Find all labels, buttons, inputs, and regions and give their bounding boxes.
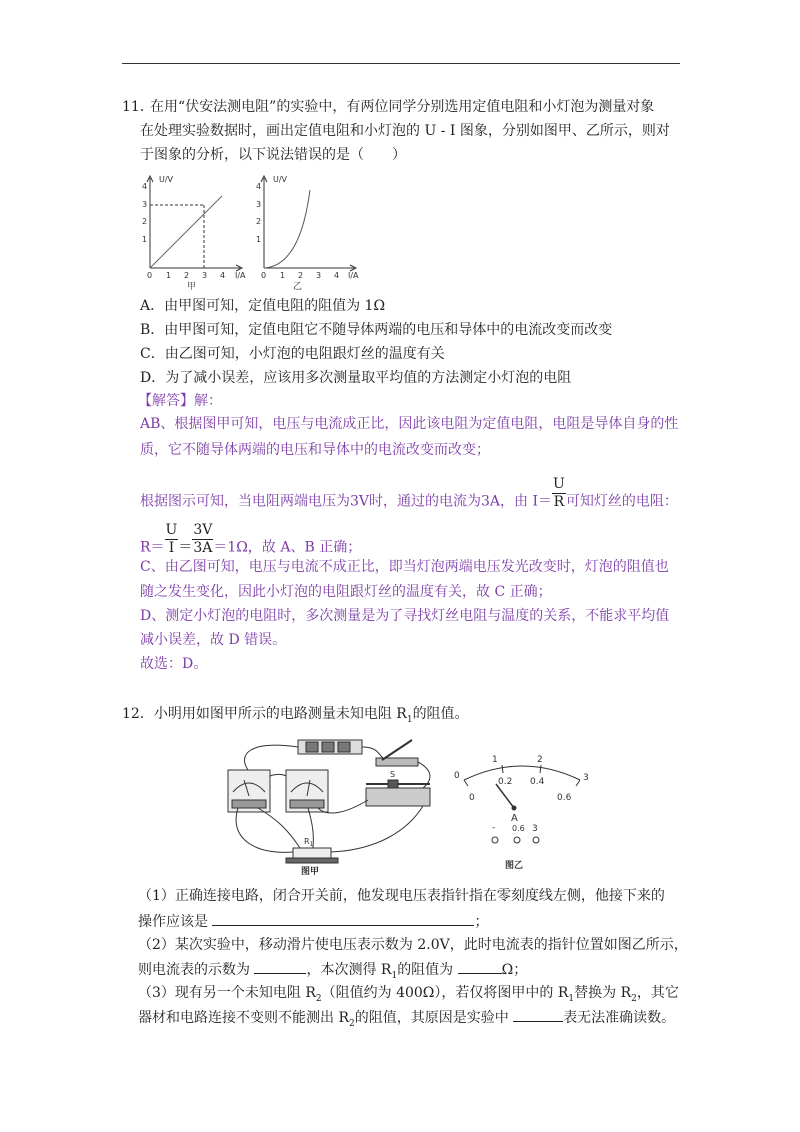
q12-part-1-end: ； <box>474 914 489 930</box>
wire <box>258 808 300 848</box>
dial-unit: A <box>511 813 518 824</box>
q11-option-c: C．由乙图可知，小灯泡的电阻跟灯丝的温度有关 <box>140 346 445 362</box>
answer-line-2: 质，它不随导体两端的电压和导体中的电流改变而改变； <box>140 442 490 458</box>
q12-part-3-text6: 的阻值，其原因是实验中 <box>354 1010 509 1026</box>
resistor-base <box>286 858 338 863</box>
outer-scale-label: 0 <box>454 771 460 781</box>
wire <box>362 747 383 758</box>
formula-3v-over-3a <box>192 522 213 557</box>
q11-number: 11． <box>122 99 154 115</box>
q12-part-3-text3: 替换为 R <box>574 985 632 1001</box>
circuit-figure-jia <box>218 730 448 875</box>
fig-jia-caption: 图甲 <box>301 867 320 875</box>
q12-part-1-prompt: 操作应该是 <box>138 914 208 930</box>
graph-jia-line <box>150 196 222 268</box>
terminal-label: 3 <box>532 824 538 834</box>
graph-yi-ytick: 2 <box>256 217 262 226</box>
q12-stem-sub: 1 <box>406 714 413 725</box>
graph-yi-ylabel: U/V <box>273 175 288 184</box>
graph-jia-xtick: 4 <box>220 271 226 280</box>
battery-cell-icon <box>338 742 350 752</box>
graph-yi-caption: 乙 <box>293 282 303 290</box>
ammeter-dial-figure-yi <box>450 748 610 873</box>
battery-cell-icon <box>306 742 318 752</box>
q12-part-3-sub2: 1 <box>568 993 575 1004</box>
answer-blank-resistance[interactable] <box>458 959 502 974</box>
graph-yi-xtick: 2 <box>298 271 304 280</box>
q12-part-2-mid: ，本次测得 R <box>306 962 392 978</box>
graph-jia-xtick: 1 <box>166 271 172 280</box>
q12-part-3-text5: 器材和电路连接不变则不能测出 R <box>138 1010 349 1026</box>
graph-yi-xtick: 1 <box>280 271 286 280</box>
graph-jia-ytick: 3 <box>142 200 148 209</box>
q12-part-1-line-1: （1）正确连接电路，闭合开关前，他发现电压表指针指在零刻度线左侧，他接下来的 <box>138 888 665 904</box>
q12-stem-text: 小明用如图甲所示的电路测量未知电阻 R <box>153 706 407 722</box>
header-rule <box>122 63 680 64</box>
terminal-icon <box>514 837 520 843</box>
outer-scale-label: 1 <box>492 755 498 765</box>
inner-scale-label: 0 <box>469 793 475 803</box>
graph-yi-xtick: 3 <box>316 271 322 280</box>
inner-scale-label: 0.4 <box>530 777 545 787</box>
q12-part-2-prompt2: 的阻值为 <box>397 962 454 978</box>
fig-yi-caption: 图乙 <box>505 861 524 871</box>
answer-line-4-head: R＝ <box>140 539 165 556</box>
q12-part-3-text2: （阻值约为 400Ω），若仅将图甲中的 R <box>321 985 569 1001</box>
outer-scale-label: 3 <box>583 773 589 783</box>
q11-stem-line-3: 于图象的分析，以下说法错误的是（ ） <box>140 147 406 163</box>
q11-option-d: D．为了减小误差，应该用多次测量取平均值的方法测定小灯泡的电阻 <box>140 370 572 386</box>
q12-part-3-text4: ，其它 <box>636 985 679 1001</box>
graph-jia-ytick: 2 <box>142 217 148 226</box>
frac-denominator: R <box>553 494 565 510</box>
q12-part-3-sub: 2 <box>315 993 322 1004</box>
formula-u-over-i <box>165 522 179 557</box>
resistor-r1-icon <box>293 848 331 858</box>
q12-stem <box>122 704 469 730</box>
graph-yi-ytick: 1 <box>256 235 262 244</box>
dial-major-ticks <box>464 765 580 786</box>
resistor-letter: R <box>304 837 310 846</box>
graph-yi-xtick: 0 <box>261 271 267 280</box>
frac-numerator: U <box>165 522 178 538</box>
answer-line-9: 故选：D。 <box>140 656 208 672</box>
q12-stem-tail: 的阻值。 <box>412 706 469 722</box>
q12-part-3-text: （3）现有另一个未知电阻 R <box>138 985 316 1001</box>
switch-lever-icon <box>382 740 412 760</box>
q12-part-3-sub4: 2 <box>349 1018 355 1029</box>
answer-line-1: AB、根据图甲可知，电压与电流成正比，因此该电阻为定值电阻，电阻是导体自身的性 <box>140 416 679 432</box>
terminal-label: 0.6 <box>512 824 525 833</box>
dial-pivot <box>512 806 516 810</box>
outer-scale-label: 2 <box>537 755 543 765</box>
terminal-label: - <box>492 823 496 833</box>
inner-scale-label: 0.2 <box>498 777 513 787</box>
q12-part-1-line-2 <box>138 911 488 932</box>
answer-line-7: D、测定小灯泡的电阻时，多次测量是为了寻找灯丝电阻与温度的关系，不能求平均值 <box>140 608 670 624</box>
graph-jia-caption: 甲 <box>187 282 197 290</box>
answer-blank-meter[interactable] <box>513 1007 563 1022</box>
q12-part-2-line-1: （2）某次实验中，移动滑片使电压表示数为 2.0V，此时电流表的指针位置如图乙所示， <box>138 937 688 953</box>
battery-cell-icon <box>322 742 334 752</box>
wire <box>270 775 286 777</box>
q12-part-3-end: 表无法准确读数。 <box>563 1010 676 1026</box>
q11-stem-line-2: 在处理实验数据时，画出定值电阻和小灯泡的 U - I 图象，分别如图甲、乙所示，则对 <box>140 123 670 139</box>
graph-yi-ytick: 4 <box>256 182 262 191</box>
graph-yi-xtick: 4 <box>334 271 340 280</box>
answer-line-4-tail: ＝1Ω，故 A、B 正确； <box>213 539 362 556</box>
q11-option-b: B．由甲图可知，定值电阻它不随导体两端的电压和导体中的电流改变而改变 <box>140 322 613 338</box>
answer-blank-1[interactable] <box>212 911 474 926</box>
q12-part-3-sub3: 2 <box>631 993 637 1004</box>
frac-numerator: U <box>553 476 565 492</box>
q12-part-2-line-2 <box>138 959 527 986</box>
rheostat-icon <box>366 788 430 806</box>
q12-part-3-line-1 <box>138 983 679 1009</box>
graph-jia-xtick: 2 <box>184 271 190 280</box>
terminal-icon <box>492 837 498 843</box>
inner-scale-label: 0.6 <box>557 793 572 803</box>
graph-yi-curve <box>264 190 310 268</box>
frac-denominator: 3A <box>193 540 213 556</box>
terminal-icon <box>533 837 539 843</box>
graph-jia-xtick: 3 <box>202 271 208 280</box>
graph-jia-ytick: 4 <box>142 182 148 191</box>
ammeter-terminals <box>290 800 324 808</box>
resistor-subscript: 1 <box>309 841 314 848</box>
graph-yi-xlabel: I/A <box>348 271 359 280</box>
graph-jia-ylabel: U/V <box>159 175 174 184</box>
graph-yi-ytick: 3 <box>256 200 262 209</box>
q12-part-2-sub: 1 <box>391 970 398 981</box>
resistor-label <box>304 837 314 848</box>
answer-line-3-text: 根据图示可知，当电阻两端电压为3V时，通过的电流为3A，由 I＝ <box>140 493 553 510</box>
answer-line-8: 减小误差，故 D 错误。 <box>140 632 287 648</box>
equals-sign: ＝ <box>178 539 193 556</box>
q12-part-3-line-2 <box>138 1007 675 1034</box>
answer-blank-current[interactable] <box>254 959 306 974</box>
graph-jia-xlabel: I/A <box>235 271 246 280</box>
wire <box>245 745 298 770</box>
wire <box>331 806 423 852</box>
graph-jia-ytick: 1 <box>142 235 148 244</box>
dial-needle <box>496 784 514 808</box>
dial-scale-arc <box>464 766 580 780</box>
switch-label: S <box>390 770 396 779</box>
formula-i-u-over-r <box>552 476 566 511</box>
q11-stem-line-1: 在用“伏安法测电阻”的实验中，有两位同学分别选用定值电阻和小灯泡为测量对象 <box>150 99 655 115</box>
answer-tag: 【解答】解： <box>138 393 222 409</box>
graph-yi <box>250 170 370 290</box>
q12-part-2-end: Ω； <box>501 962 528 978</box>
graph-jia <box>140 170 260 290</box>
frac-numerator: 3V <box>193 522 213 538</box>
q12-number: 12． <box>122 706 154 722</box>
q11-option-a: A．由甲图可知，定值电阻的阻值为 1Ω <box>140 298 386 314</box>
answer-line-5: C、由乙图可知，电压与电流不成正比，即当灯泡两端电压发光改变时，灯泡的阻值也 <box>140 559 669 575</box>
frac-denominator: I <box>168 540 175 556</box>
answer-line-3-tail: 可知灯丝的电阻： <box>565 493 678 510</box>
answer-line-6: 随之发生变化，因此小灯泡的电阻跟灯丝的温度有关，故 C 正确； <box>140 584 552 600</box>
rheostat-slider-icon <box>388 780 398 788</box>
wire <box>236 808 293 852</box>
answer-line-3 <box>140 476 678 519</box>
q12-part-2-prompt: 则电流表的示数为 <box>138 962 250 978</box>
graph-jia-xtick: 0 <box>147 271 153 280</box>
voltmeter-terminals <box>232 800 266 808</box>
